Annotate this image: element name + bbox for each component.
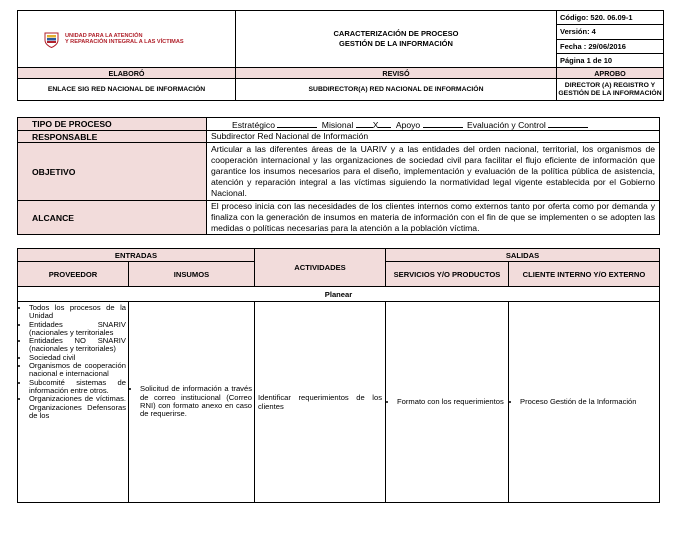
responsable-value: Subdirector Red Nacional de Información [207, 131, 660, 143]
alcance-label: ALCANCE [18, 201, 207, 235]
proveedor-header: PROVEEDOR [18, 262, 129, 287]
servicios-header: SERVICIOS Y/O PRODUCTOS [386, 262, 509, 287]
actividades-header: ACTIVIDADES [255, 249, 386, 287]
servicios-list [386, 398, 508, 406]
process-info-table [17, 117, 660, 235]
tipo-misional: Misional [321, 119, 354, 130]
actividad-cell: Identificar requerimientos de los clientes [255, 302, 386, 503]
elaboro-label: ELABORÓ [18, 68, 236, 79]
list-item: • Sociedad civil [29, 354, 126, 362]
table-row [18, 302, 660, 503]
title-line2: GESTIÓN DE LA INFORMACIÓN [339, 39, 453, 48]
objetivo-value: Articular a las diferentes áreas de la UARIV y a las entidades del orden nacional, territorial, los organismos de cooperación internacional y las organizaciones de sociedad civil para facilitar el flujo eficiente de información que garantice los insumos necesarios para el diseño, implementación y evaluación de la política pública de asistencia, atención y reparación integral a las víctimas siguiendo la normatividad legal vigente establecida por el Gobierno Nacional. [207, 143, 660, 201]
process-table [17, 248, 660, 503]
list-item: • Solicitud de información a través de correo institucional (Correo RNI) con formato anexo en caso de requerirse. [140, 385, 252, 418]
pagina-field: Página 1 de 10 [557, 53, 664, 67]
list-item: • Entidades SNARIV (nacionales y territoriales [29, 321, 126, 338]
tipo-label: TIPO DE PROCESO [18, 118, 207, 131]
insumos-header: INSUMOS [129, 262, 255, 287]
elaboro-value: ENLACE SIG RED NACIONAL DE INFORMACIÓN [18, 79, 236, 101]
tipo-apoyo: Apoyo [395, 119, 421, 130]
org-logo [18, 31, 235, 48]
logo-cell [18, 11, 236, 68]
aprobo-value: DIRECTOR (A) REGISTRO Y GESTIÓN DE LA INFORMACIÓN [557, 79, 664, 101]
alcance-value: El proceso inicia con las necesidades de los clientes internos como externos tanto por oferta como por demanda y finaliza con la generación de insumos en materia de información con el fin de que se implementen o se adopten las medidas o políticas necesarias para la atención a la población víctima. [207, 201, 660, 235]
org-name [65, 33, 184, 46]
proveedores-list [18, 304, 128, 420]
codigo-field: Código: 520. 06.09-1 [557, 11, 664, 25]
coat-of-arms-icon [44, 31, 59, 48]
document-header [17, 10, 664, 101]
clientes-list [509, 398, 659, 406]
list-item: • Organismos de cooperación nacional e internacional [29, 362, 126, 379]
cliente-header: CLIENTE INTERNO Y/O EXTERNO [509, 262, 660, 287]
clientes-cell [509, 302, 660, 503]
reviso-label: REVISÓ [236, 68, 557, 79]
list-item: • Subcomité sistemas de información entre otros. [29, 379, 126, 396]
title-line1: CARACTERIZACIÓN DE PROCESO [333, 29, 459, 38]
objetivo-label: OBJETIVO [18, 143, 207, 201]
responsable-label: RESPONSABLE [18, 131, 207, 143]
org-name-line1: UNIDAD PARA LA ATENCIÓN [65, 32, 143, 39]
reviso-value: SUBDIRECTOR(A) RED NACIONAL DE INFORMACIÓN [236, 79, 557, 101]
tipo-options [207, 118, 660, 131]
proveedores-cell [18, 302, 129, 503]
list-item: • Organizaciones de víctimas. Organizaciones Defensoras de los [29, 395, 126, 420]
version-field: Versión: 4 [557, 25, 664, 39]
tipo-mark: X [372, 119, 379, 130]
list-item: • Entidades NO SNARIV (nacionales y territoriales) [29, 337, 126, 354]
org-name-line2: Y REPARACIÓN INTEGRAL A LAS VÍCTIMAS [65, 39, 184, 45]
aprobo-label: APROBO [557, 68, 664, 79]
list-item: • Todos los procesos de la Unidad [29, 304, 126, 321]
list-item: • Proceso Gestión de la Información [520, 398, 657, 406]
document-title [236, 11, 557, 68]
servicios-cell [386, 302, 509, 503]
insumos-cell [129, 302, 255, 503]
insumos-list [129, 385, 254, 418]
salidas-header: SALIDAS [386, 249, 660, 262]
fecha-field: Fecha : 29/06/2016 [557, 39, 664, 53]
tipo-estrategico: Estratégico [232, 119, 275, 130]
phase-planear: Planear [18, 287, 660, 302]
list-item: • Formato con los requerimientos [397, 398, 506, 406]
tipo-evaluacion: Evaluación y Control [466, 119, 546, 130]
entradas-header: ENTRADAS [18, 249, 255, 262]
